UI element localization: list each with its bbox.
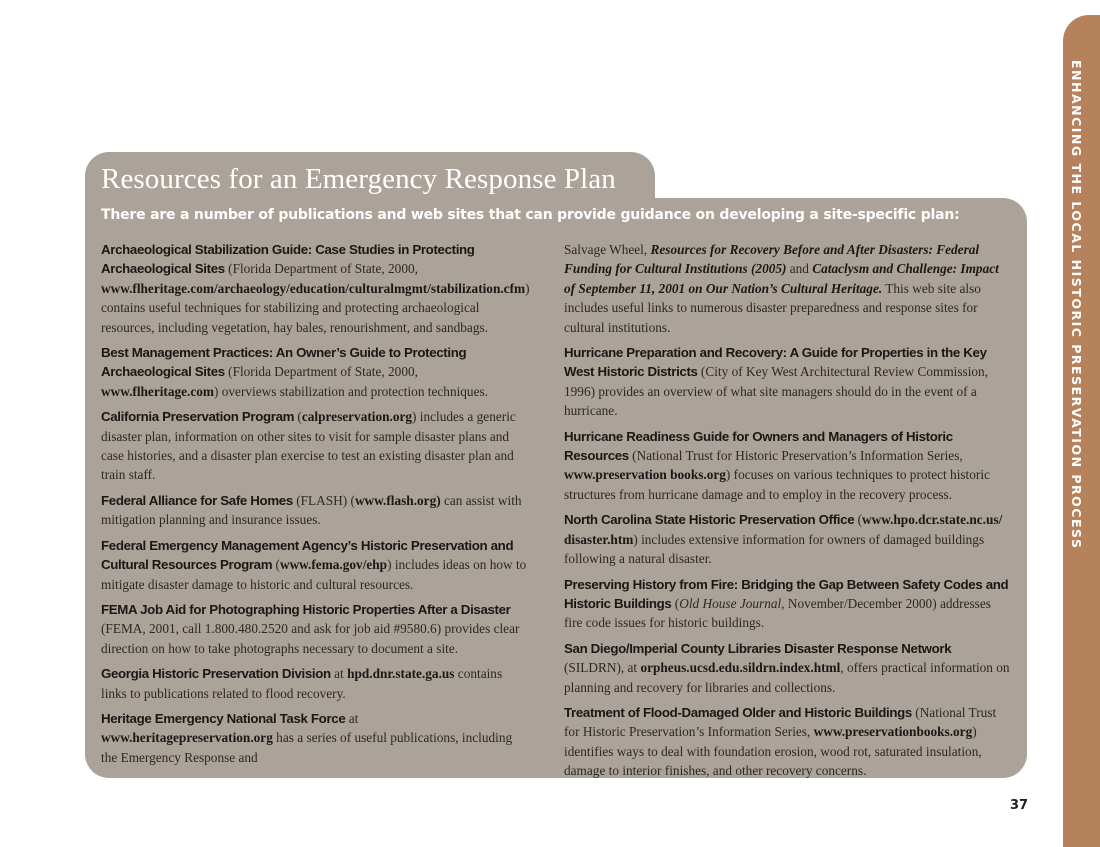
resource-title: FEMA Job Aid for Photographing Historic Properties After a Disaster xyxy=(101,601,511,617)
resource-entry xyxy=(564,427,1012,505)
resource-link[interactable]: www.preservation books.org xyxy=(564,467,726,483)
resource-entry xyxy=(564,639,1012,697)
resource-text: (National Trust for Historic Preservation’s Information Series, xyxy=(564,704,997,740)
resource-title: Georgia Historic Preservation Division xyxy=(101,666,331,682)
resource-title: Federal Emergency Management Agency’s Historic Preservation and Cultural Resources Program xyxy=(101,537,514,573)
publication-title: Old House Journal xyxy=(679,595,782,611)
resource-text: ) includes a generic disaster plan, information on other sites to visit for sample disaster plans and case histories, and a disaster plan exercise to test an existing disaster plan and train staff. xyxy=(101,409,516,483)
resource-text: and xyxy=(786,261,813,277)
resource-link[interactable]: www.flash.org) xyxy=(354,492,441,508)
resource-entry xyxy=(101,343,531,401)
resource-link[interactable]: www.fema.gov/ehp xyxy=(279,557,388,573)
resource-text: (City of Key West Architectural Review Commission, 1996) provides an overview of what site managers should do in the event of a hurricane. xyxy=(564,364,989,419)
resource-title: Treatment of Flood-Damaged Older and Historic Buildings xyxy=(564,704,912,720)
resource-title: San Diego/Imperial County Libraries Disaster Response Network xyxy=(564,640,952,656)
resources-column-right xyxy=(564,240,1012,787)
resource-text: (FLASH) ( xyxy=(292,492,355,508)
resource-entry xyxy=(101,664,531,703)
resource-link[interactable]: calpreservation.org xyxy=(301,409,413,425)
resource-link[interactable]: www.flheritage.com/archaeology/education/culturalmgmt/stabilization.cfm xyxy=(101,280,526,296)
resource-link[interactable]: www.heritagepreservation.org xyxy=(101,730,273,746)
resource-entry xyxy=(564,510,1012,568)
publication-title: Cataclysm and Challenge: Impact of September 11, 2001 on Our Nation’s Cultural Heritage. xyxy=(564,261,999,296)
resource-title: Preserving History from Fire: Bridging the Gap Between Safety Codes and Historic Buildings xyxy=(564,576,1009,611)
panel-subtitle: There are a number of publications and web sites that can provide guidance on developing a site-specific plan: xyxy=(101,207,960,223)
resource-text: contains links to publications related to flood recovery. xyxy=(101,666,503,701)
resource-link[interactable]: www.preservationbooks.org xyxy=(813,724,973,740)
resource-title: Heritage Emergency National Task Force xyxy=(101,710,346,726)
resource-link[interactable]: orpheus.ucsd.edu.sildrn.index.html xyxy=(640,660,841,676)
resource-title: Federal Alliance for Safe Homes xyxy=(101,492,293,508)
panel-title: Resources for an Emergency Response Plan xyxy=(101,163,616,195)
resource-title: Archaeological Stabilization Guide: Case Studies in Protecting Archaeological Sites xyxy=(101,242,475,277)
resource-text: This web site also includes useful links to numerous disaster preparedness and response sites for cultural institutions. xyxy=(564,280,981,335)
resource-text: (National Trust for Historic Preservation’s Information Series, xyxy=(628,448,963,464)
resource-text: ) includes extensive information for owners of damaged buildings following a natural disaster. xyxy=(564,531,985,567)
resource-text: ) identifies ways to deal with foundation erosion, wood rot, saturated insulation, damage to interior finishes, and other recovery concerns. xyxy=(564,724,982,779)
resource-text: ( xyxy=(671,595,680,611)
resource-entry xyxy=(101,407,531,485)
resource-text: has a series of useful publications, including the Emergency Response and xyxy=(101,730,513,765)
resource-entry xyxy=(564,343,1012,421)
resource-text: (Florida Department of State, 2000, xyxy=(224,261,418,277)
resource-text: , November/December 2000) addresses fire code issues for historic buildings. xyxy=(564,595,991,631)
resource-link[interactable]: www.flheritage.com xyxy=(101,383,214,399)
resource-title: California Preservation Program xyxy=(101,409,295,425)
resource-text: ) overviews stabilization and protection techniques. xyxy=(214,383,488,399)
resource-entry xyxy=(101,491,531,530)
resource-entry xyxy=(101,709,531,767)
resource-text: ( xyxy=(294,409,302,425)
resource-link[interactable]: www.hpo.dcr.state.nc.us/ disaster.htm xyxy=(564,512,1003,547)
resource-title: Best Management Practices: An Owner’s Guide to Protecting Archaeological Sites xyxy=(101,345,467,380)
resource-entry xyxy=(101,600,531,658)
resource-text: at xyxy=(330,666,348,682)
resource-text: (SILDRN), at xyxy=(564,660,641,676)
resource-text: , offers practical information on planning and recovery for libraries and collections. xyxy=(564,660,1010,695)
page-number: 37 xyxy=(1010,798,1029,813)
resource-text: ) contains useful techniques for stabilizing and protecting archaeological resources, including vegetation, hay bales, renourishment, and sandbags. xyxy=(101,280,530,335)
resource-text: ( xyxy=(272,557,280,573)
resource-text: at xyxy=(345,710,359,726)
section-side-tab-label: ENHANCING THE LOCAL HISTORIC PRESERVATION PROCESS xyxy=(1069,60,1084,550)
resource-title: Hurricane Preparation and Recovery: A Guide for Properties in the Key West Historic Districts xyxy=(564,345,987,380)
resources-column-left xyxy=(101,240,531,773)
resource-title: Hurricane Readiness Guide for Owners and Managers of Historic Resources xyxy=(564,428,953,464)
resource-entry xyxy=(564,575,1012,633)
resource-text: Salvage Wheel, xyxy=(564,242,651,257)
publication-title: Resources for Recovery Before and After Disasters: Federal Funding for Cultural Institutions (2005) xyxy=(564,242,980,277)
resource-entry xyxy=(101,536,531,594)
resource-text: ) focuses on various techniques to protect historic structures from hurricane damage and to employ in the recovery process. xyxy=(564,467,990,502)
resource-title: North Carolina State Historic Preservation Office xyxy=(564,512,855,528)
resource-entry xyxy=(564,703,1012,781)
resource-text: ( xyxy=(854,512,863,528)
resource-entry xyxy=(101,240,531,337)
resource-text: can assist with mitigation planning and insurance issues. xyxy=(101,492,522,528)
resource-entry-continuation xyxy=(564,240,1012,337)
resource-text: (Florida Department of State, 2000, xyxy=(224,364,418,380)
resource-link[interactable]: hpd.dnr.state.ga.us xyxy=(347,666,455,682)
resource-text: (FEMA, 2001, call 1.800.480.2520 and ask for job aid #9580.6) provides clear direction on how to take photographs necessary to document a site. xyxy=(101,621,520,656)
resource-text: ) includes ideas on how to mitigate disaster damage to historic and cultural resources. xyxy=(101,557,527,592)
